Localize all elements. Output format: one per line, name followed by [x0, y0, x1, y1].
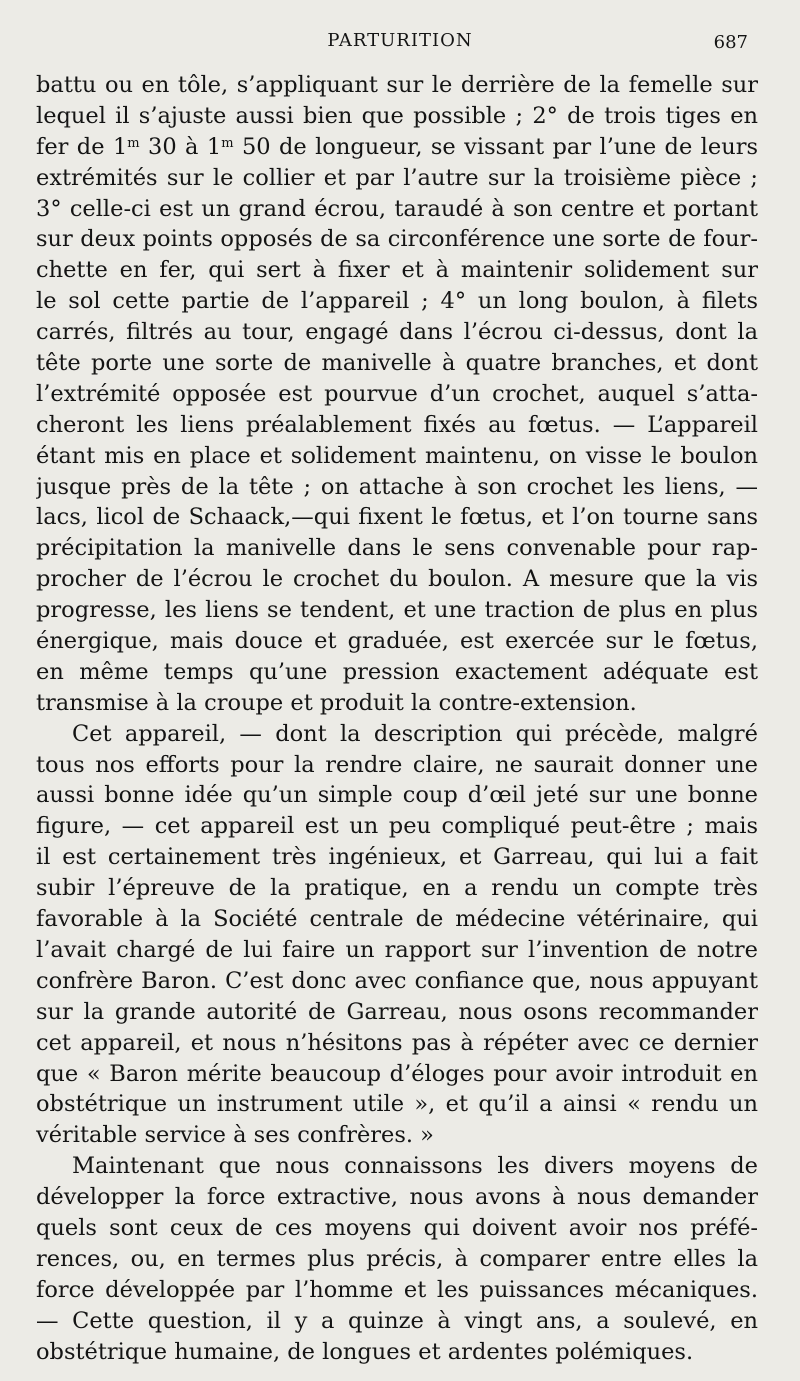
text-line: transmise à la croupe et produit la contre-extension. [36, 689, 637, 716]
text-line: rences, ou, en termes plus précis, à comparer entre elles la [36, 1245, 758, 1272]
text-line: énergique, mais douce et graduée, est exercée sur le fœtus, [36, 628, 758, 655]
text-line: extrémités sur le collier et par l’autre sur la troisième pièce ; [36, 164, 758, 191]
text-line: l’extrémité opposée est pourvue d’un crochet, auquel s’atta- [36, 380, 758, 407]
text-line: l’avait chargé de lui faire un rapport sur l’invention de notre [36, 936, 758, 963]
paragraph [36, 719, 758, 1151]
text-line: quels sont ceux de ces moyens qui doivent avoir nos préfé- [36, 1214, 758, 1241]
text-line: véritable service à ses confrères. » [36, 1122, 434, 1149]
text-line: favorable à la Société centrale de médecine vétérinaire, qui [36, 906, 758, 933]
text-line: sur la grande autorité de Garreau, nous osons recommander [36, 998, 758, 1025]
text-line: tous nos efforts pour la rendre claire, ne saurait donner une [36, 751, 758, 778]
text-line: Maintenant que nous connaissons les divers moyens de [72, 1153, 758, 1180]
text-line: tête porte une sorte de manivelle à quatre branches, et dont [36, 350, 758, 377]
text-line: lequel il s’ajuste aussi bien que possible ; 2° de trois tiges en [36, 102, 758, 129]
text-line: aussi bonne idée qu’un simple coup d’œil jeté sur une bonne [36, 782, 758, 809]
paragraph [36, 1151, 758, 1367]
text-line: figure, — cet appareil est un peu compliqué peut-être ; mais [36, 813, 758, 840]
text-line: subir l’épreuve de la pratique, en a rendu un compte très [36, 875, 758, 902]
text-line: cheront les liens préalablement fixés au fœtus. — L’appareil [36, 411, 758, 438]
running-head [40, 30, 760, 60]
text-line: carrés, filtrés au tour, engagé dans l’écrou ci-dessus, dont la [36, 319, 758, 346]
text-line: force développée par l’homme et les puissances mécaniques. [36, 1276, 758, 1303]
text-line: progresse, les liens se tendent, et une traction de plus en plus [36, 597, 758, 624]
text-line: — Cette question, il y a quinze à vingt ans, a soulevé, en [36, 1307, 758, 1334]
text-line: lacs, licol de Schaack,—qui fixent le fœtus, et l’on tourne sans [36, 504, 758, 531]
text-line: obstétrique un instrument utile », et qu’il a ainsi « rendu un [36, 1091, 758, 1118]
paragraph [36, 70, 758, 719]
text-line: battu ou en tôle, s’appliquant sur le derrière de la femelle sur [36, 72, 758, 98]
text-line: cet appareil, et nous n’hésitons pas à répéter avec ce dernier [36, 1029, 758, 1056]
text-line: jusque près de la tête ; on attache à son crochet les liens, — [36, 473, 758, 500]
text-line: 3° celle-ci est un grand écrou, taraudé à son centre et portant [36, 195, 758, 222]
body-text [36, 70, 758, 1367]
text-line: que « Baron mérite beaucoup d’éloges pour avoir introduit en [36, 1060, 758, 1087]
text-line: sur deux points opposés de sa circonférence une sorte de four- [36, 226, 758, 253]
text-line: étant mis en place et solidement maintenu, on visse le boulon [36, 442, 758, 469]
text-line: Cet appareil, — dont la description qui précède, malgré [72, 720, 758, 747]
text-line: chette en fer, qui sert à fixer et à maintenir solidement sur [36, 257, 758, 284]
text-line: obstétrique humaine, de longues et ardentes polémiques. [36, 1338, 694, 1365]
text-line: précipitation la manivelle dans le sens convenable pour rap- [36, 535, 758, 562]
text-line: procher de l’écrou le crochet du boulon. A mesure que la vis [36, 566, 758, 593]
text-line: confrère Baron. C’est donc avec confiance que, nous appuyant [36, 967, 758, 994]
text-line: en même temps qu’une pression exactement adéquate est [36, 658, 758, 685]
text-line: il est certainement très ingénieux, et Garreau, qui lui a fait [36, 844, 758, 871]
text-line: développer la force extractive, nous avons à nous demander [36, 1184, 758, 1211]
text-line: le sol cette partie de l’appareil ; 4° un long boulon, à filets [36, 288, 758, 315]
text-line: fer de 1$^m$ 30 à 1$^m$ 50 de longueur, se vissant par l’une de leurs [36, 133, 758, 160]
running-title: PARTURITION [327, 30, 473, 51]
page-number: 687 [713, 32, 748, 53]
